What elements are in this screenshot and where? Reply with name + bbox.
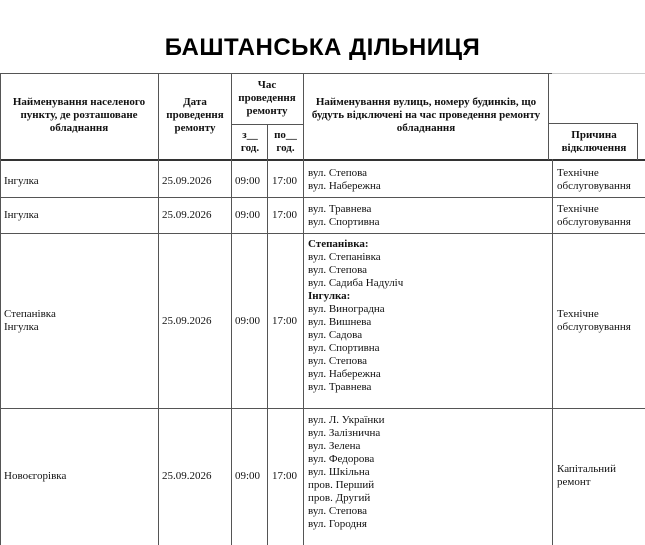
street-line: вул. Степанівка bbox=[308, 251, 381, 263]
row-1-reason bbox=[557, 167, 631, 193]
header-time: Час проведення ремонту bbox=[238, 79, 296, 117]
row-1-settlement bbox=[4, 175, 39, 188]
street-line: Степанівка: bbox=[308, 238, 369, 250]
street-line: вул. Садова bbox=[308, 329, 363, 341]
street-line: пров. Другий bbox=[308, 492, 371, 504]
street-line: вул. Садиба Надуліч bbox=[308, 277, 404, 289]
table-rule bbox=[231, 73, 232, 545]
street-line: вул. Л. Українки bbox=[308, 414, 385, 426]
header-settlement: Найменування населеного пункту, де розташоване обладнання bbox=[12, 96, 146, 134]
row-4-to: 17:00 bbox=[272, 470, 298, 482]
row-2-to: 17:00 bbox=[272, 209, 298, 221]
street-line: вул. Степова bbox=[308, 355, 368, 367]
row-1-from: 09:00 bbox=[235, 175, 261, 187]
table-rule bbox=[548, 123, 637, 124]
header-reason: Причина відключення bbox=[561, 129, 627, 154]
reason-line: Технічне bbox=[557, 167, 599, 179]
street-line: вул. Зелена bbox=[308, 440, 361, 452]
row-4-date: 25.09.2026 bbox=[162, 470, 212, 482]
reason-line: ремонт bbox=[557, 476, 591, 488]
reason-line: обслуговування bbox=[557, 180, 631, 192]
row-3-to: 17:00 bbox=[272, 315, 298, 327]
row-3-date: 25.09.2026 bbox=[162, 315, 212, 327]
street-line: пров. Перший bbox=[308, 479, 375, 491]
street-line: вул. Степова bbox=[308, 264, 368, 276]
header-to: по__ год. bbox=[274, 129, 297, 154]
street-line: вул. Виноградна bbox=[308, 303, 385, 315]
row-2-from: 09:00 bbox=[235, 209, 261, 221]
settlement-line: Інгулка bbox=[4, 209, 39, 221]
street-line: вул. Шкільна bbox=[308, 466, 370, 478]
table-rule bbox=[267, 124, 268, 545]
row-3-settlement bbox=[4, 308, 56, 334]
settlement-line: Інгулка bbox=[4, 175, 39, 187]
street-line: вул. Городня bbox=[308, 518, 367, 530]
row-2-streets bbox=[308, 203, 380, 229]
street-line: вул. Набережна bbox=[308, 368, 381, 380]
street-line: вул. Набережна bbox=[308, 180, 381, 192]
table-rule bbox=[552, 159, 553, 545]
settlement-line: Степанівка bbox=[4, 308, 56, 320]
row-3-reason bbox=[557, 308, 631, 334]
table-rule bbox=[552, 73, 645, 74]
row-1-date: 25.09.2026 bbox=[162, 175, 212, 187]
street-line: вул. Травнева bbox=[308, 203, 372, 215]
street-line: вул. Травнева bbox=[308, 381, 372, 393]
row-4-reason bbox=[557, 463, 616, 489]
table-rule bbox=[637, 123, 638, 160]
street-line: вул. Спортивна bbox=[308, 216, 380, 228]
street-line: вул. Степова bbox=[308, 167, 368, 179]
table-rule bbox=[0, 408, 645, 409]
row-3-streets bbox=[308, 238, 403, 394]
header-streets: Найменування вулиць, номеру будинків, що будуть відключені на час проведення ремонту обладнання bbox=[311, 96, 541, 134]
table-rule bbox=[548, 73, 549, 160]
table-rule bbox=[158, 73, 159, 545]
row-4-from: 09:00 bbox=[235, 470, 261, 482]
reason-line: обслуговування bbox=[557, 321, 631, 333]
row-4-streets bbox=[308, 414, 385, 531]
row-2-date: 25.09.2026 bbox=[162, 209, 212, 221]
header-date: Дата проведення ремонту bbox=[166, 96, 224, 134]
reason-line: Технічне bbox=[557, 203, 599, 215]
reason-line: обслуговування bbox=[557, 216, 631, 228]
street-line: вул. Степова bbox=[308, 505, 368, 517]
street-line: вул. Федорова bbox=[308, 453, 375, 465]
page-title: БАШТАНСЬКА ДІЛЬНИЦЯ bbox=[164, 34, 481, 61]
settlement-line: Новоєгорівка bbox=[4, 470, 67, 482]
street-line: Інгулка: bbox=[308, 290, 351, 302]
street-line: вул. Вишнева bbox=[308, 316, 372, 328]
table-rule bbox=[0, 73, 552, 74]
table-rule bbox=[0, 197, 645, 198]
header-from: з__ год. bbox=[240, 129, 260, 154]
street-line: вул. Спортивна bbox=[308, 342, 380, 354]
row-1-to: 17:00 bbox=[272, 175, 298, 187]
reason-line: Технічне bbox=[557, 308, 599, 320]
table-rule bbox=[0, 233, 645, 234]
row-2-reason bbox=[557, 203, 631, 229]
street-line: вул. Залізнична bbox=[308, 427, 381, 439]
table-rule bbox=[0, 73, 1, 545]
table-rule bbox=[303, 73, 304, 545]
row-3-from: 09:00 bbox=[235, 315, 261, 327]
row-1-streets bbox=[308, 167, 381, 193]
settlement-line: Інгулка bbox=[4, 321, 39, 333]
reason-line: Капітальний bbox=[557, 463, 616, 475]
row-2-settlement bbox=[4, 209, 39, 222]
row-4-settlement bbox=[4, 470, 66, 483]
